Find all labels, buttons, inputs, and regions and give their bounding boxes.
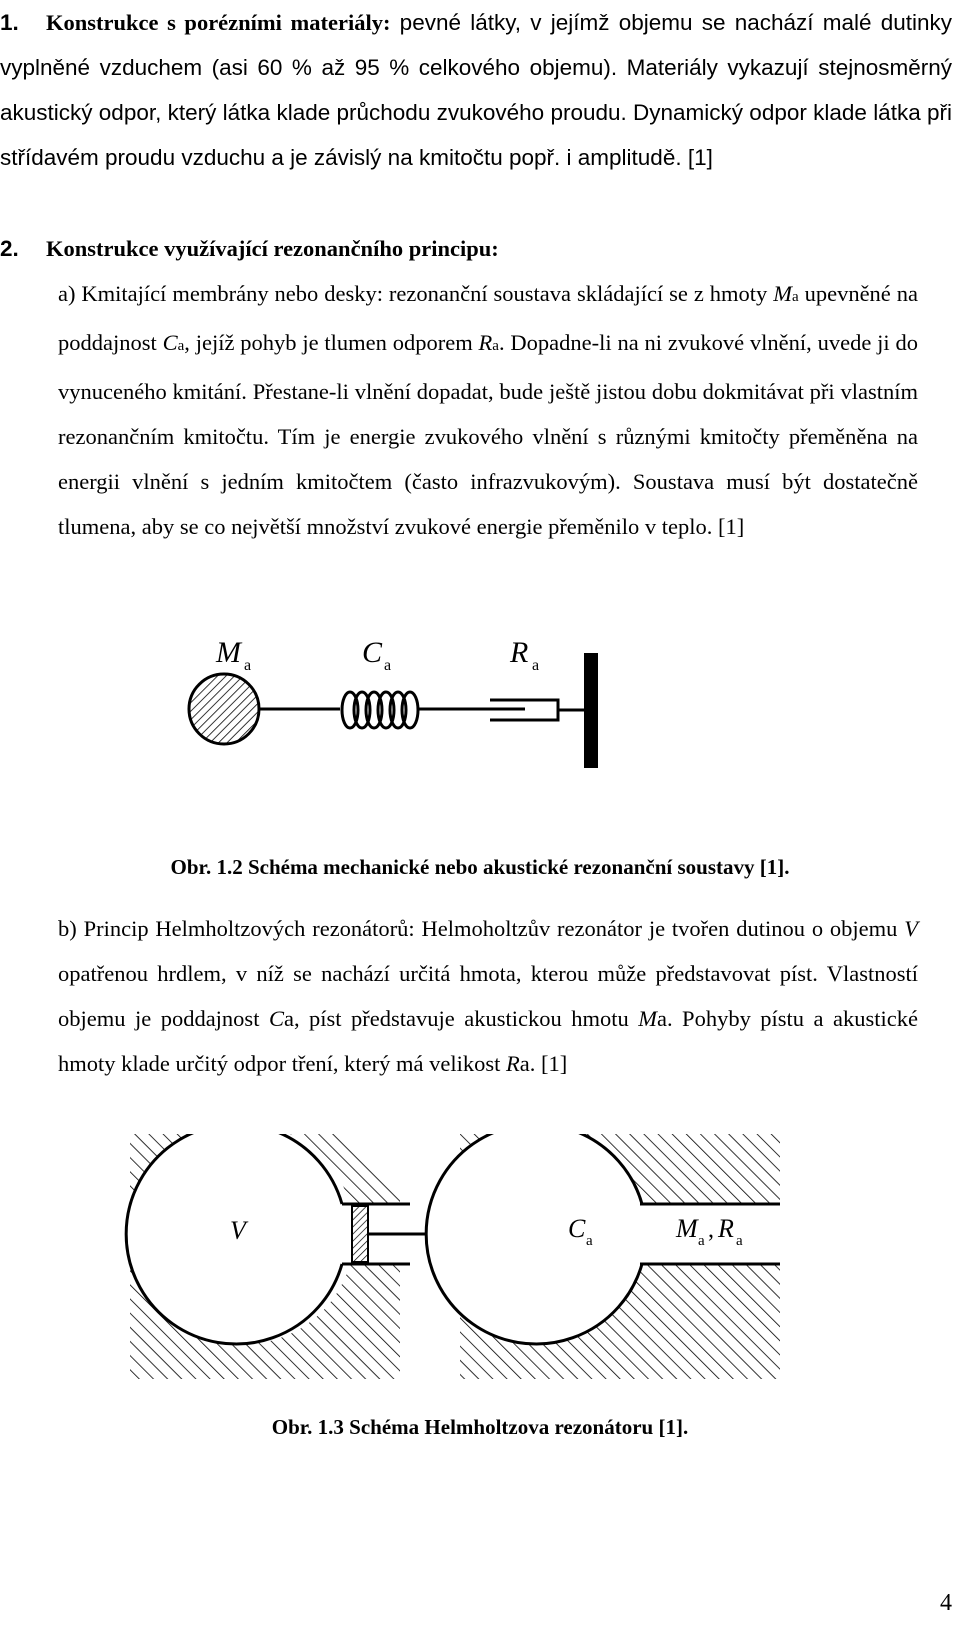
label-subscript: a [586,1233,593,1249]
page-number: 4 [940,1590,952,1616]
label-subscript: a [736,1233,743,1249]
label-compliance: C [568,1214,586,1243]
figure-helmholtz-resonator [120,1134,780,1384]
list-number: 1. [0,10,19,35]
mass-ball [189,674,259,744]
label-resistance: R [510,636,529,669]
figure-mechanical-resonance [180,628,640,778]
text-run: a. Pohyby pístu a akustické hmoty klade určitý odpor tření, který má velikost [58,1006,918,1076]
fixed-wall [584,653,598,768]
text-run: . Dopadne-li na ni zvukové vlnění, uvede ji do vynuceného kmitání. Přestane-li vlnění dopadat, bude ještě jistou dobu dokmitávat při vlastním rezonančním kmitočtu. Tím je energie zvukového vlnění s různými kmitočty přeměněna na energii vlnění s jedním kmitočtem (často infrazvukovým). Soustava musí být dostatečně tlumena, aby se co největší množství zvukové energie přeměnilo v teplo. [1] [58,330,918,539]
figure-caption: Obr. 1.2 Schéma mechanické nebo akustické rezonanční soustavy [1]. [170,855,790,879]
text-run: upevněné na poddajnost [58,281,918,355]
text-run: a. [1] [519,1051,568,1076]
symbol-compliance: C [268,1006,284,1031]
figure-caption: Obr. 1.3 Schéma Helmholtzova rezonátoru [1]. [271,1415,689,1439]
label-mass: M [676,1214,698,1243]
subscript: a [791,289,799,305]
paragraph-membranes [58,271,918,549]
spring-coil [342,692,418,728]
label-volume: V [230,1216,246,1245]
subscript: a [492,338,499,354]
list-number: 2. [0,236,19,261]
label-subscript: a [244,657,252,674]
text-run: opatřenou hrdlem, v níž se nachází určitá hmota, kterou může představovat píst. Vlastností objemu je poddajnost [58,961,918,1031]
label-mass: M [216,636,241,669]
text-run: a) Kmitající membrány nebo desky: rezonanční soustava skládající se z hmoty [58,281,774,306]
paragraph-porous-materials [0,0,952,180]
symbol-compliance: C [162,330,178,355]
symbol-mass: M [638,1006,657,1031]
item-text: pevné látky, v jejímž objemu se nachází malé dutinky vyplněné vzduchem (asi 60 % až 95 % celkového objemu). Materiály vykazují stejnosměrný akustický odpor, který látka klade průchodu zvukového proudu. Dynamický odpor klade látka při střídavém proudu vzduchu a je závislý na kmitočtu popř. i amplitudě. [1] [0,10,952,170]
text-run: b) Princip Helmholtzových rezonátorů: Helmoholtzův rezonátor je tvořen dutinou o objemu [58,916,905,941]
label-subscript: a [384,657,392,674]
text-run: a, píst představuje akustickou hmotu [283,1006,639,1031]
item-heading: Konstrukce s porézními materiály: [46,10,391,35]
subscript: a [177,338,185,354]
label-comma: , [708,1217,714,1243]
symbol-resistance: R [506,1051,520,1076]
paragraph-helmholtz [58,906,918,1086]
label-resistance: R [718,1214,734,1243]
resonator-with-neck [426,1134,780,1379]
label-subscript: a [698,1233,705,1249]
label-compliance: C [362,636,383,669]
label-subscript: a [532,657,540,674]
resonator-with-piston [126,1134,432,1379]
paragraph-resonance-heading [0,226,940,271]
symbol-resistance: R [478,330,493,355]
symbol-volume: V [904,916,918,941]
symbol-mass: M [773,281,792,306]
piston [352,1206,368,1262]
text-run: , jejíž pohyb je tlumen odporem [184,330,479,355]
item-heading: Konstrukce využívající rezonančního principu: [46,236,499,261]
